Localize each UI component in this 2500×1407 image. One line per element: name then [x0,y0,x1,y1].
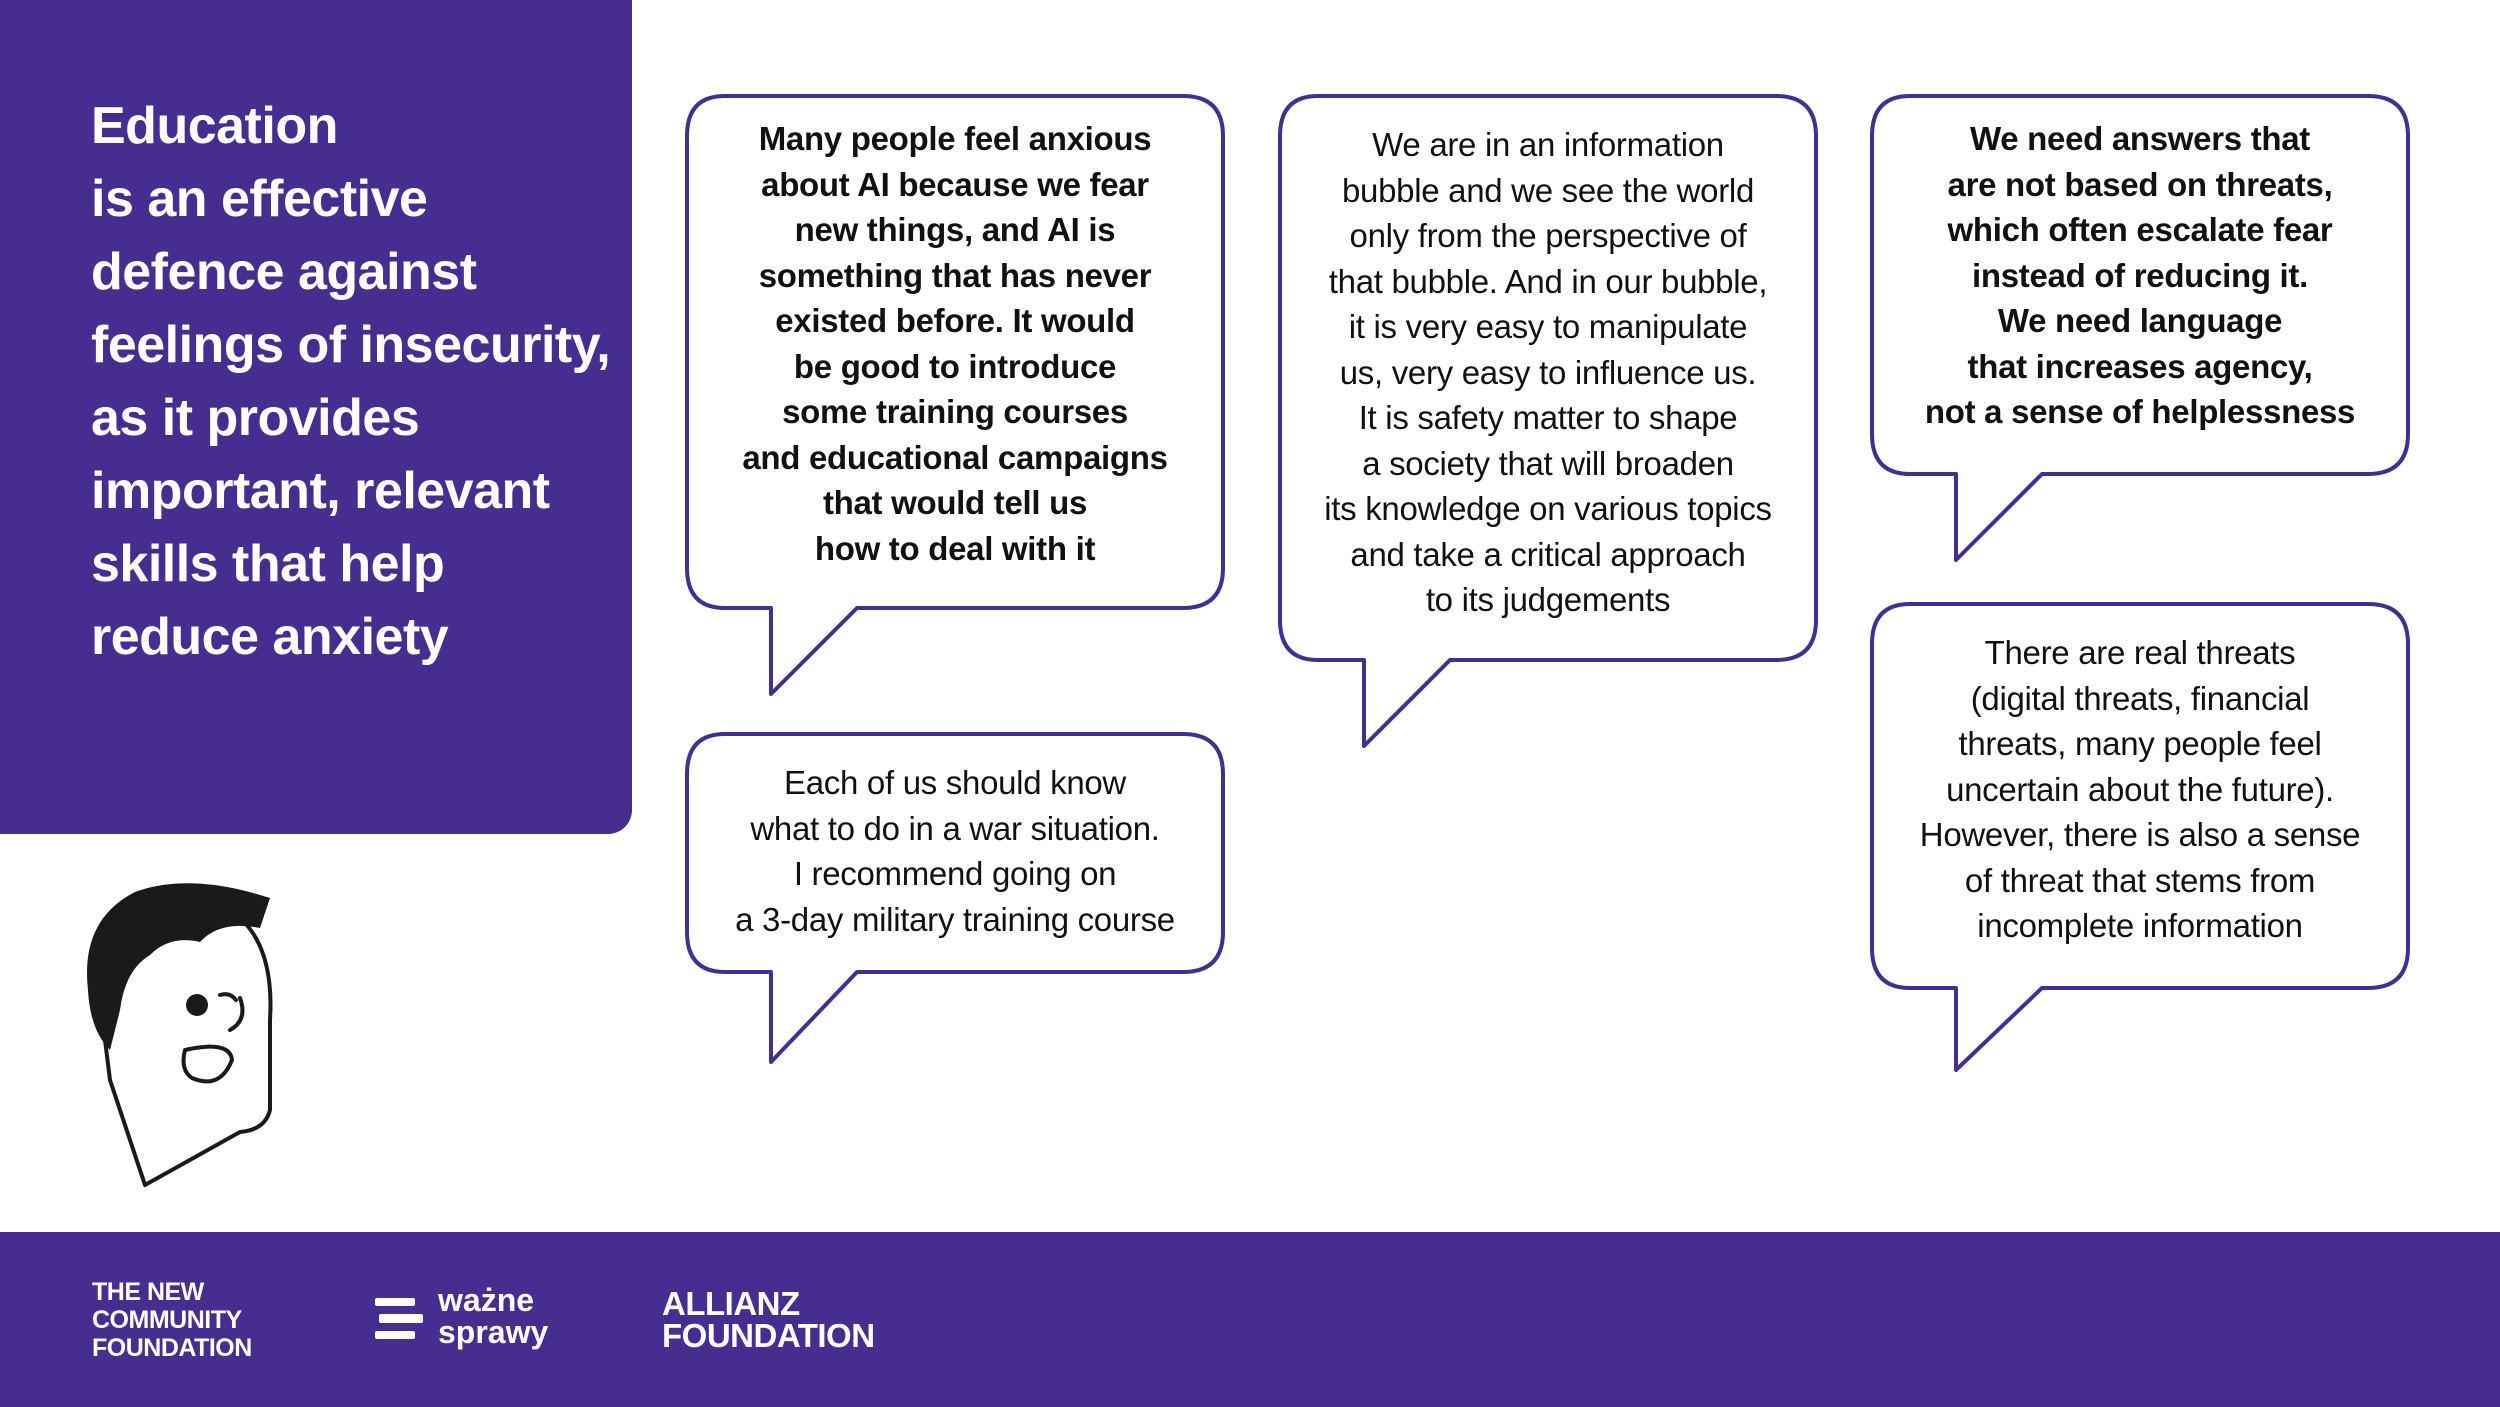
speech-bubble-quote [685,760,1225,942]
quote-line: what to do in a war situation. [750,809,1160,847]
speech-bubble-quote [1870,116,2410,435]
quote-line: existed before. It would [775,302,1135,339]
quote-line: that increases agency, [1967,347,2313,385]
quote-line: something that has never [758,256,1152,294]
quote-line: bubble and we see the world [1341,171,1755,209]
headline-line: reduce anxiety [91,608,449,666]
quote-line: us, very easy to influence us. [1339,353,1757,391]
quote-line: about AI because we fear [761,165,1149,203]
headline-line: as it provides [91,389,420,447]
headline-line: defence against [91,243,477,301]
quote-line: it is very easy to manipulate [1348,308,1748,345]
logo-line: COMMUNITY [92,1306,242,1334]
quote-line: Each of us should know [784,764,1126,801]
quote-line: We need answers that [1969,120,2310,157]
quote-line: incomplete information [1977,907,2303,944]
quote-line: only from the perspective of [1349,217,1747,254]
quote-line: and take a critical approach [1350,535,1746,573]
quote-line: instead of reducing it. [1972,256,2308,294]
quote-line: However, there is also a sense [1919,816,2361,853]
quote-line: some training courses [782,393,1128,430]
quote-line: that bubble. And in our bubble, [1328,262,1768,300]
quote-line: a society that will broaden [1362,444,1734,482]
new-community-foundation-logo [92,1278,252,1362]
speech-bubble-quote [685,116,1225,571]
quote-line: threats, many people feel [1958,725,2322,762]
logo-line: FOUNDATION [92,1334,252,1362]
headline-line: Education [91,97,338,155]
logo-line: sprawy [438,1314,549,1350]
quote-line: are not based on threats, [1947,165,2333,203]
quote-line: a 3-day military training course [735,900,1175,938]
logo-line: ALLIANZ [662,1285,800,1322]
logo-line: ważne [438,1282,535,1318]
quote-line: There are real threats [1984,634,2296,671]
allianz-foundation-logo [662,1285,875,1354]
quote-line: that would tell us [822,484,1088,521]
headline-line: important, relevant [91,462,550,520]
quote-line: Many people feel anxious [758,120,1152,157]
quote-line: be good to introduce [793,347,1117,385]
quote-line: to its judgements [1425,581,1671,618]
logo-line: THE NEW [92,1278,204,1306]
quote-line: I recommend going on [793,855,1117,892]
wazne-sprawy-logo [438,1284,548,1348]
quote-line: (digital threats, financial [1970,679,2310,717]
wazne-sprawy-mark-icon [375,1298,425,1342]
quote-line: It is safety matter to shape [1358,399,1738,436]
speech-bubble-quote [1870,630,2410,949]
speech-bubble-quote [1278,122,1818,623]
footer [0,1232,2500,1407]
quote-line: its knowledge on various topics [1324,490,1772,527]
quote-line: how to deal with it [814,529,1096,567]
quote-line: and educational campaigns [742,438,1168,476]
quote-line: new things, and AI is [794,211,1116,248]
quote-line: of threat that stems from [1964,861,2316,899]
quote-line: not a sense of helplessness [1924,393,2356,430]
quote-line: We are in an information [1372,126,1724,163]
logo-line: FOUNDATION [662,1317,875,1354]
quote-line: uncertain about the future). [1946,770,2334,808]
quote-line: which often escalate fear [1947,211,2333,248]
headline-line: is an effective [91,170,428,228]
headline [91,90,621,674]
headline-panel [0,0,632,834]
headline-line: feelings of insecurity, [91,316,611,374]
quote-line: We need language [1997,302,2283,339]
headline-line: skills that help [91,535,445,593]
smiling-face-icon [80,880,290,1190]
